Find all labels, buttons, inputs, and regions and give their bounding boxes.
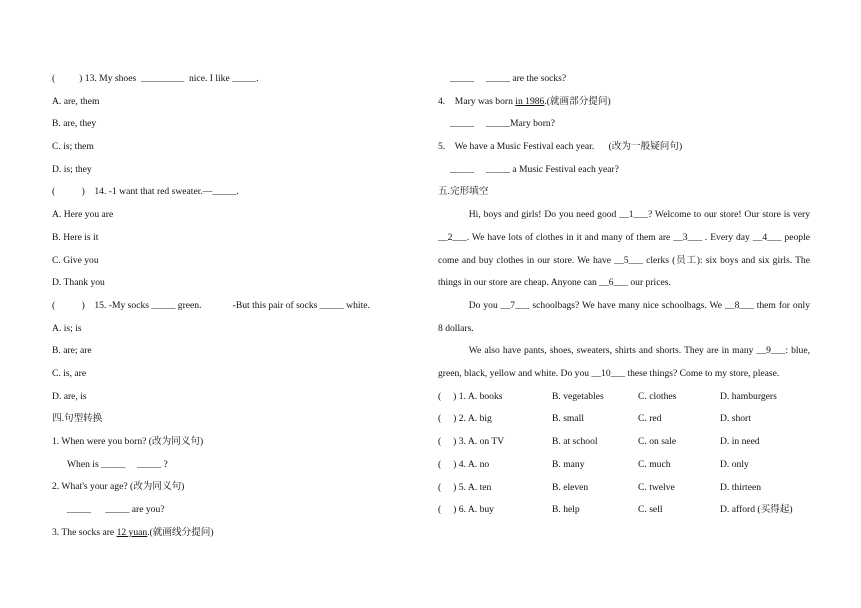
cloze-option-row-3 [438,431,810,454]
transform-3-underlined: 12 yuan [116,526,148,538]
cloze-paragraph-3: We also have pants, shoes, sweaters, shirts and shorts. They are in many __9___: blue, green, black, yellow and white. Do you __10___ these things? Come to my store, please. [438,345,810,380]
cloze-6-b: B. help [552,504,580,516]
transform-4-pre: 4. Mary was born [438,95,516,107]
cloze-1-b: B. vegetables [552,390,604,402]
transform-5-answer: _____ _____ a Music Festival each year? [450,163,619,175]
cloze-2-a: ( ) 2. A. big [438,413,492,425]
cloze-2-b: B. small [552,413,584,425]
cloze-6-d: D. afford (买得起) [720,504,793,516]
question-14: ( ) 14. -1 want that red sweater.—_____. [52,186,239,198]
cloze-5-b: B. eleven [552,481,589,493]
transform-4-underlined: in 1986 [515,95,545,107]
q14-option-d: D. Thank you [52,277,105,289]
cloze-2-c: C. red [638,413,662,425]
transform-5: 5. We have a Music Festival each year. (改为一般疑问句) [438,141,683,153]
transform-3 [52,522,412,545]
cloze-option-row-6 [438,499,810,522]
transform-2: 2. What's your age? (改为同义句) [52,481,185,493]
cloze-1-d: D. hamburgers [720,390,777,402]
q13-option-d: D. is; they [52,163,92,175]
left-column [52,68,412,544]
cloze-3-b: B. at school [552,436,598,448]
cloze-1-a: ( ) 1. A. books [438,390,503,402]
transform-3-answer: _____ _____ are the socks? [450,73,567,84]
q13-option-c: C. is; them [52,141,94,153]
right-column [438,68,810,522]
transform-2-answer: _____ _____ are you? [67,504,165,516]
cloze-3-a: ( ) 3. A. on TV [438,436,505,448]
cloze-option-row-2 [438,408,810,431]
cloze-4-c: C. much [638,458,671,470]
q14-option-c: C. Give you [52,254,99,266]
q13-option-b: B. are, they [52,118,97,130]
cloze-5-c: C. twelve [638,481,675,493]
q15-option-d: D. are, is [52,390,87,402]
cloze-paragraph-2: Do you __7___ schoolbags? We have many nice schoolbags. We __8___ them for only 8 dollars. [438,299,810,334]
transform-4 [438,91,810,114]
cloze-5-a: ( ) 5. A. ten [438,481,492,493]
transform-4-post: .(就画部分提问) [544,95,611,107]
cloze-4-b: B. many [552,458,585,470]
section-5-title: 五.完形填空 [438,186,489,198]
cloze-option-row-5 [438,477,810,500]
cloze-3-d: D. in need [720,436,760,448]
cloze-3-c: C. on sale [638,436,677,448]
cloze-4-a: ( ) 4. A. no [438,458,490,470]
q13-option-a: A. are, them [52,95,100,107]
cloze-6-c: C. sell [638,504,663,516]
cloze-6-a: ( ) 6. A. buy [438,504,494,516]
question-13: ( ) 13. My shoes _________ nice. I like _____. [52,73,259,84]
cloze-paragraph-1: Hi, boys and girls! Do you need good __1___? Welcome to our store! Our store is very __2___. We have lots of clothes in it and many of them are __3___ . Every day __4___ people come and buy clothes in our store. We have __5___ clerks (员工): six boys and six girls. The things in our store are cheap. Anyone can __6___ our prices. [438,209,810,289]
cloze-2-d: D. short [720,413,751,425]
transform-3-post: .(就画线分提问) [147,526,214,538]
q15-option-a: A. is; is [52,322,82,334]
q15-option-c: C. is, are [52,367,87,379]
cloze-option-row-4 [438,454,810,477]
cloze-4-d: D. only [720,458,749,470]
q14-option-b: B. Here is it [52,231,99,243]
cloze-5-d: D. thirteen [720,481,762,493]
transform-3-pre: 3. The socks are [52,526,117,538]
cloze-1-c: C. clothes [638,390,677,402]
transform-1-answer: When is _____ _____ ? [67,458,168,470]
transform-4-answer: _____ _____Mary born? [450,118,555,130]
q15-option-b: B. are; are [52,345,92,357]
section-4-title: 四.句型转换 [52,413,103,425]
q14-option-a: A. Here you are [52,209,114,221]
question-15: ( ) 15. -My socks _____ green. -But this pair of socks _____ white. [52,299,370,311]
transform-1: 1. When were you born? (改为同义句) [52,436,204,447]
cloze-option-row-1 [438,386,810,409]
